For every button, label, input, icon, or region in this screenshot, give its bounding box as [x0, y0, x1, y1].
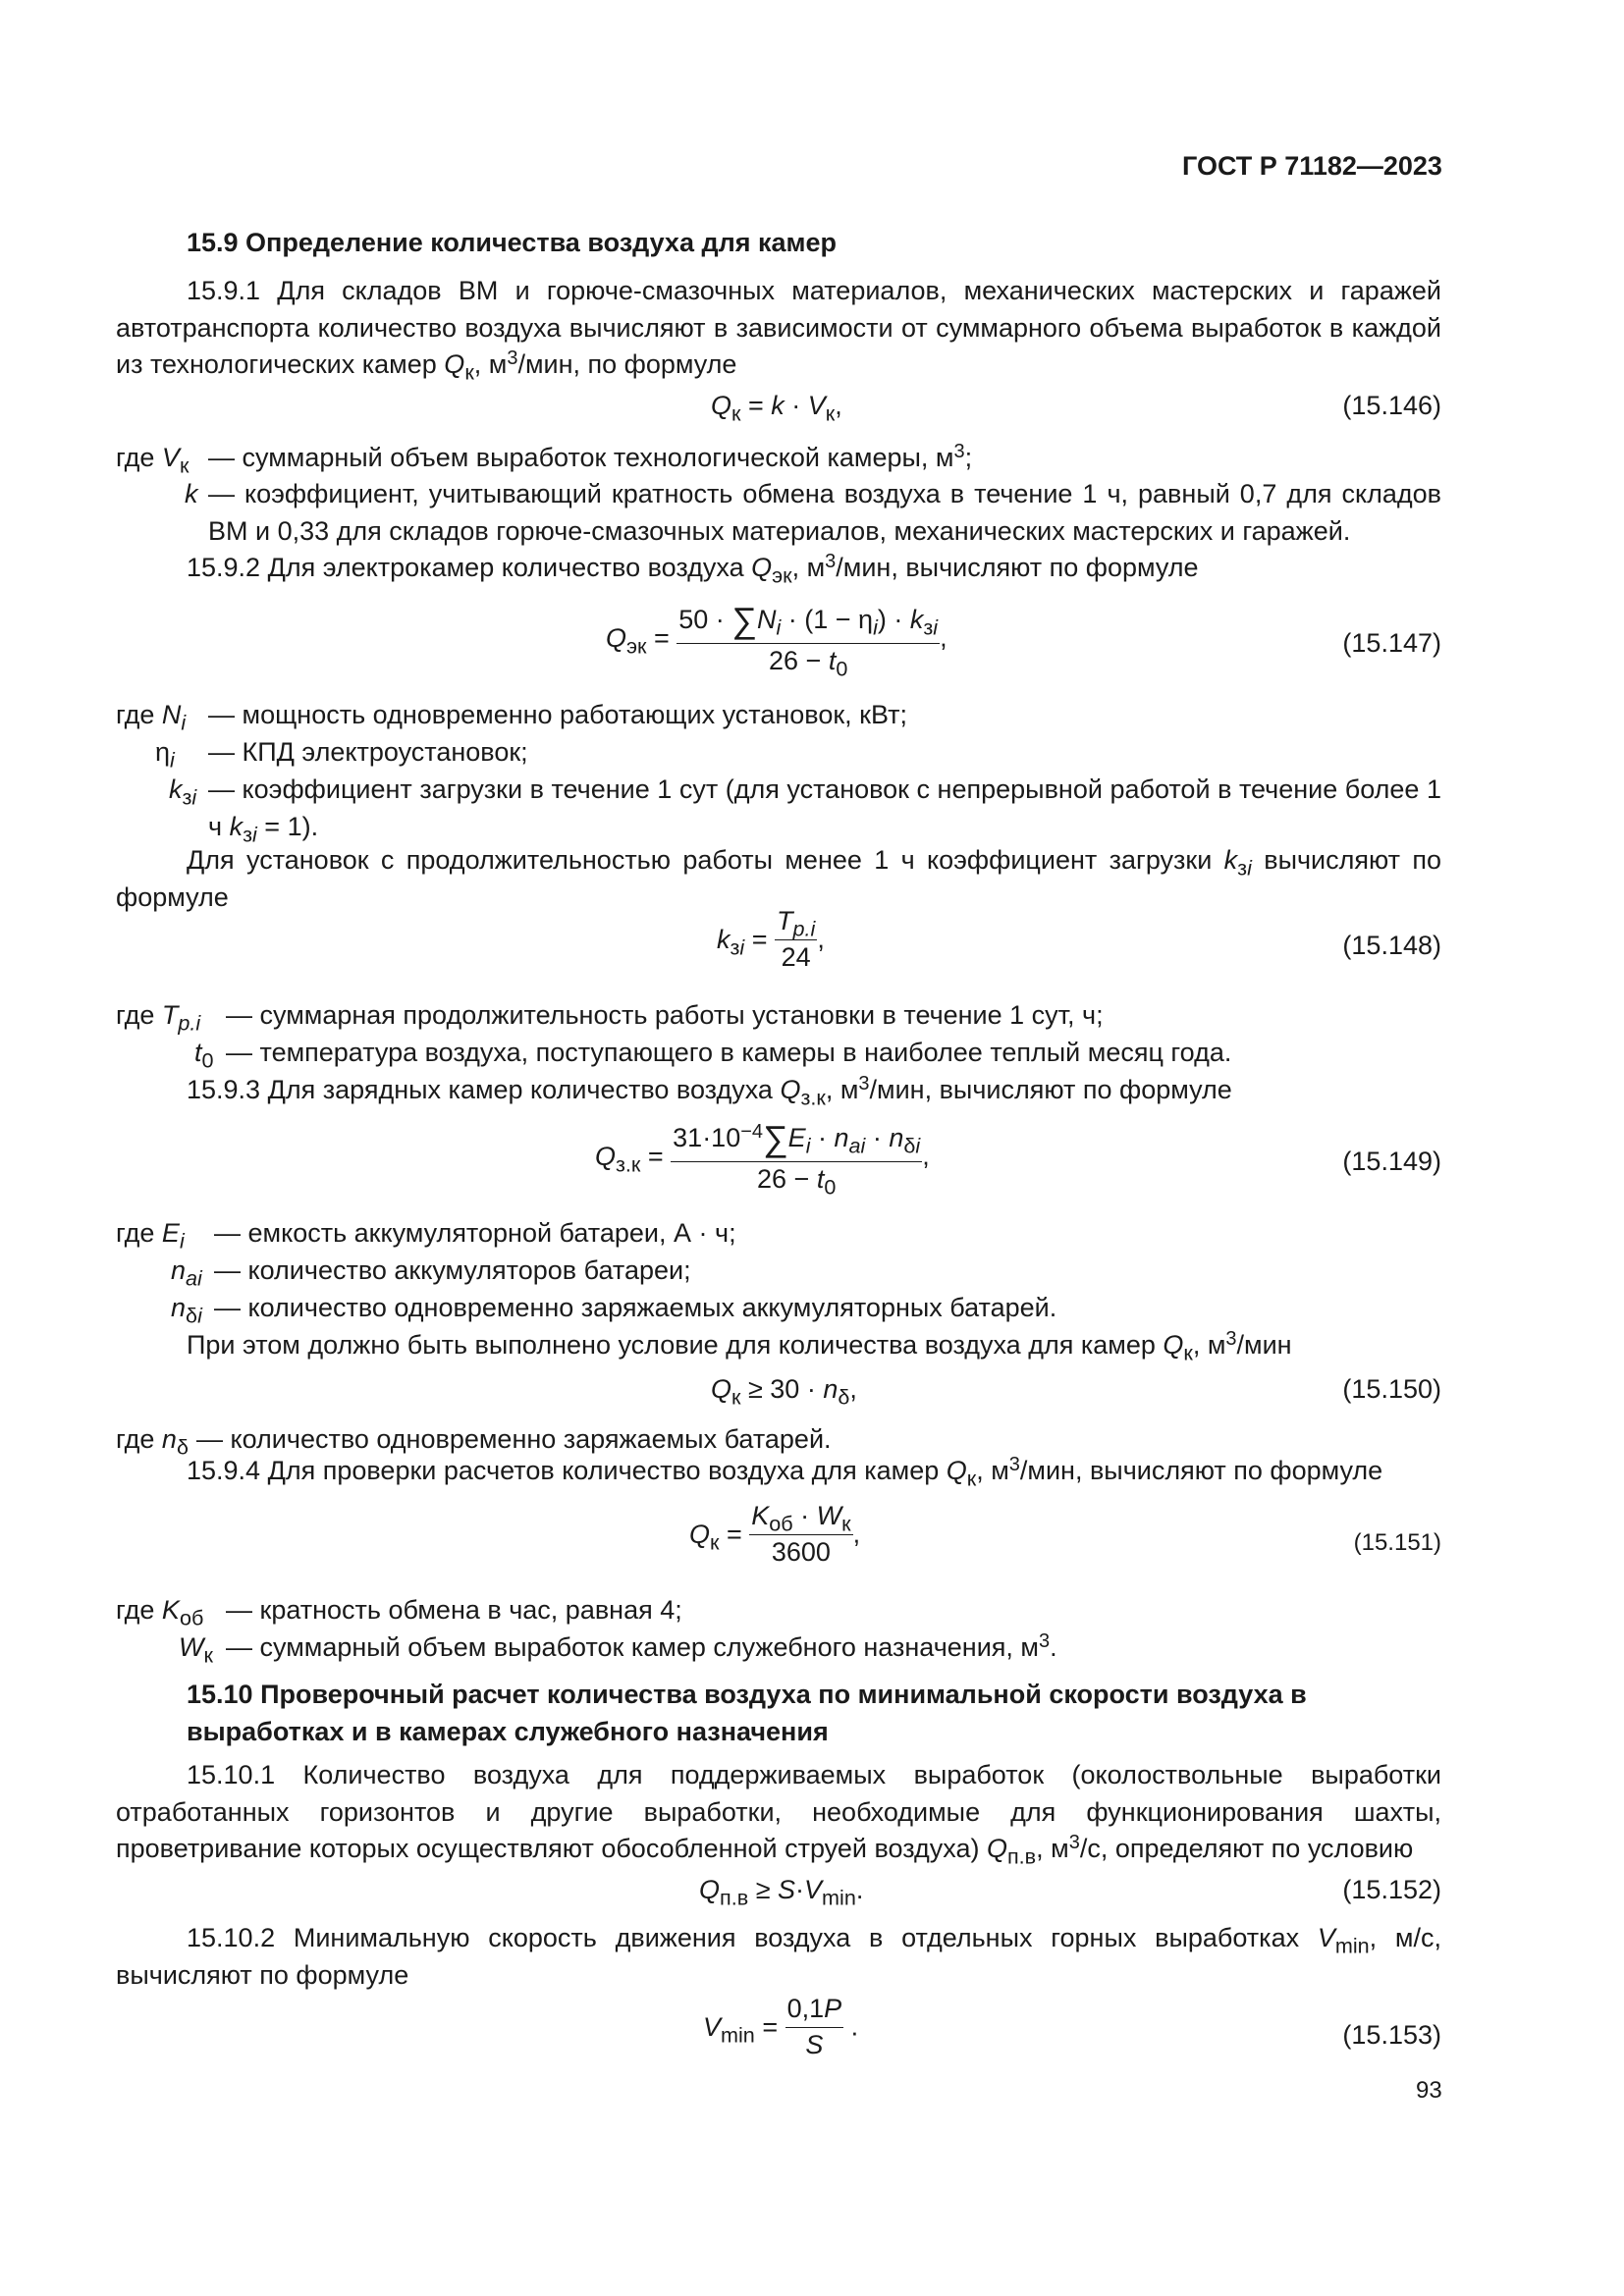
page-number: 93 [1416, 2077, 1442, 2104]
formula-15-146: $Q_к = k \cdot V_к$, [711, 391, 842, 426]
formula-15-148: $k_{зi}$ = $\frac{T_{p.i}}{24}$ , [717, 906, 825, 972]
definition-nd: — количество одновременно заряжаемых батарей. [196, 1424, 832, 1454]
definition-nai: — количество аккумуляторов батареи; [214, 1255, 691, 1285]
definition-ni: — мощность одновременно работающих установок, кВт; [208, 700, 907, 729]
paragraph-15-9-2: 15.9.2 Для электрокамер количество воздуха $Q_{эк}$, $м^3$/мин, вычисляют по формуле [187, 551, 1199, 588]
section-title-15-9: 15.9 Определение количества воздуха для камер [187, 228, 838, 257]
where-label: где $K_{об}$ [116, 1595, 204, 1630]
definition-wk: — суммарный объем выработок камер служебного назначения, $м^3$. [226, 1630, 1057, 1662]
paragraph-15-9-4: 15.9.4 Для проверки расчетов количество воздуха для камер $Q_к$, $м^3$/мин, вычисляют по формуле [187, 1454, 1383, 1491]
formula-number: (15.146) [1342, 391, 1441, 420]
formula-number: (15.150) [1342, 1374, 1441, 1404]
definition-label-eta: $\eta_i$ [155, 737, 175, 773]
paragraph-15-9-1: 15.9.1 Для складов ВМ и горюче-смазочных материалов, механических мастерских и гаражей автотранспорта количество воздуха вычисляют в зависимости от суммарного объема выработок в каждой из технологических камер $Q_к$, $м^3$/мин, по формуле [116, 276, 1441, 385]
paragraph-15-9-3: 15.9.3 Для зарядных камер количество воздуха $Q_{з.к}$, $м^3$/мин, вычисляют по формуле [187, 1073, 1232, 1110]
formula-15-150: $Q_к \ge 30 \cdot n_\delta$, [711, 1374, 857, 1410]
definition-t0: — температура воздуха, поступающего в камеры в наиболее теплый месяц года. [226, 1038, 1232, 1067]
definition-label-k: k [185, 479, 198, 508]
formula-number: (15.148) [1342, 931, 1441, 960]
formula-number: (15.151) [1353, 1529, 1441, 1556]
formula-15-151: $Q_к$ = $\frac{K_{об} \cdot W_к}{3600}$ , [689, 1501, 861, 1567]
where-label: где $n_\delta$ [116, 1424, 189, 1460]
paragraph-15-10-2: 15.10.2 Минимальную скорость движения воздуха в отдельных горных выработках $V_{min}$, м/с, вычисляют по формуле [116, 1923, 1441, 1990]
formula-number: (15.147) [1342, 628, 1441, 658]
where-label: где $V_к$ [116, 443, 189, 478]
definition-eta: — КПД электроустановок; [208, 737, 528, 767]
definition-kob: — кратность обмена в час, равная 4; [226, 1595, 682, 1625]
definition-vk: — суммарный объем выработок технологической камеры, $м^3$; [208, 441, 973, 472]
formula-15-152: $Q_{п.в} \ge S\cdot V_{min}$. [699, 1875, 864, 1910]
definition-label-wk: $W_к$ [179, 1632, 213, 1668]
definition-ndi: — количество одновременно заряжаемых аккумуляторных батарей. [214, 1293, 1057, 1322]
where-label: где $N_i$ [116, 700, 187, 735]
definition-label-ndi: $n_{\delta i}$ [171, 1293, 202, 1328]
formula-15-153: $V_{min}$ = $\frac{0,1P}{S}$ . [703, 1994, 859, 2059]
paragraph-kzi-formula: Для установок с продолжительностью работы менее 1 ч коэффициент загрузки $k_{зi}$ вычисляют по формуле [116, 845, 1442, 912]
formula-number: (15.153) [1342, 2020, 1441, 2050]
definition-label-t0: $t_0$ [194, 1038, 214, 1073]
where-label: где $T_{p.i}$ [116, 1000, 201, 1036]
definition-ei: — емкость аккумуляторной батареи, А · ч; [214, 1218, 736, 1248]
definition-tp: — суммарная продолжительность работы установки в течение 1 сут, ч; [226, 1000, 1104, 1030]
paragraph-15-10-1: 15.10.1 Количество воздуха для поддерживаемых выработок (околоствольные выработки отработанных горизонтов и другие выработки, необходимые для функционирования шахты, проветривание которых осуществляют обособленной струей воздуха) $Q_{п.в}$, $м^3/с$, определяют по условию [116, 1760, 1441, 1869]
definition-label-nai: $n_{ai}$ [171, 1255, 202, 1291]
where-label: где $E_i$ [116, 1218, 185, 1254]
document-header: ГОСТ Р 71182—2023 [1182, 151, 1442, 181]
formula-number: (15.149) [1342, 1147, 1441, 1176]
formula-15-149: $Q_{з.к}$ = $\frac{31\cdot 10^{-4}\sum E_i \cdot n_{ai} \cdot n_{\delta i}}{26 - t_0}$ , [595, 1118, 930, 1200]
paragraph-condition: При этом должно быть выполнено условие для количества воздуха для камер $Q_к$, $м^3$/мин [187, 1328, 1292, 1365]
section-title-15-10: 15.10 Проверочный расчет количества воздуха по минимальной скорости воздуха в выработках и в камерах служебного назначения [187, 1680, 1307, 1746]
formula-15-147: $Q_{эк}$ = $\frac{50 \cdot \sum N_i \cdot (1 - \eta_i) \cdot k_{зi}}{26 - t_0}$ , [606, 600, 947, 681]
definition-k: — коэффициент, учитывающий кратность обмена воздуха в течение 1 ч, равный 0,7 для складов ВМ и 0,33 для складов горюче-смазочных материалов, механических мастерских и гаражей. [208, 479, 1441, 546]
formula-number: (15.152) [1342, 1875, 1441, 1904]
definition-label-kzi: $k_{зi}$ [169, 774, 197, 810]
definition-kzi: — коэффициент загрузки в течение 1 сут (для установок с непрерывной работой в течение более 1 ч $k_{зi} = 1$). [208, 774, 1441, 846]
